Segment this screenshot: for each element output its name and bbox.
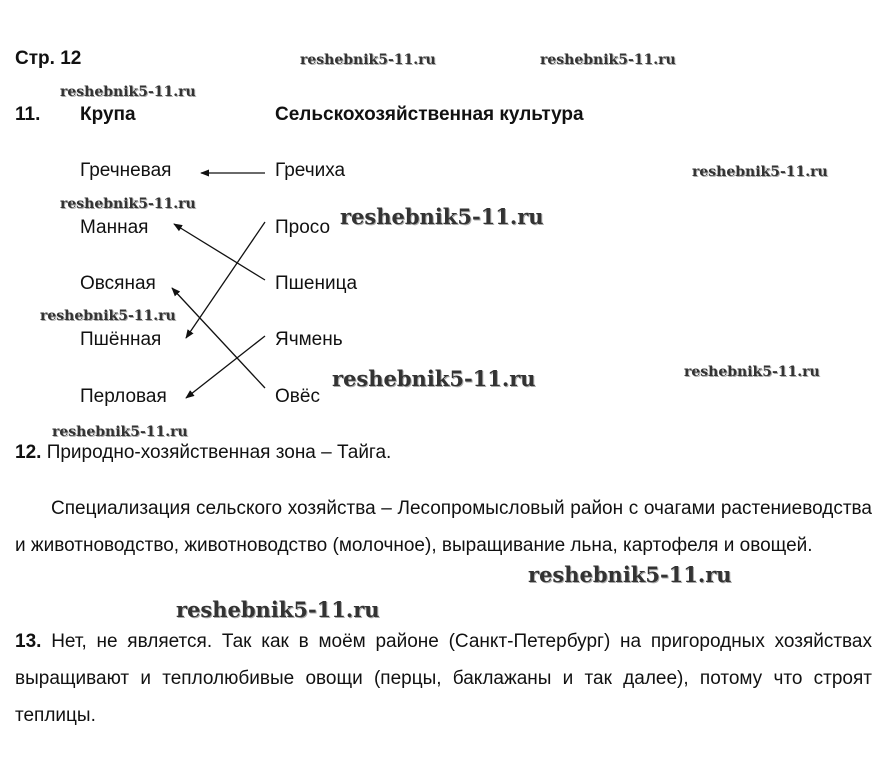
- crop-item: Пшеница: [275, 273, 358, 294]
- task13-number: 13.: [15, 631, 42, 652]
- watermark: reshebnik5-11.ru: [528, 562, 732, 587]
- task13-text: Нет, не является. Так как в моём районе (Санкт-Петербург) на пригородных хозяйствах выращивают и теплолюбивые овощи (перцы, баклажаны и так далее), потому что строят теплицы.: [15, 631, 872, 726]
- crop-item: Просо: [275, 217, 331, 238]
- groats-column-header: Крупа: [80, 104, 136, 125]
- groat-item: Манная: [80, 217, 149, 238]
- watermark: reshebnik5-11.ru: [684, 364, 820, 380]
- task12-specialization: Специализация сельского хозяйства – Лесопромысловый район с очагами растениеводства и животноводство, животноводство (молочное), выращивание льна, картофеля и овощей.: [15, 498, 872, 556]
- arrow-wheat-semolina: [174, 224, 265, 280]
- watermark: reshebnik5-11.ru: [60, 84, 196, 100]
- task11-number: 11.: [15, 104, 41, 125]
- watermark: reshebnik5-11.ru: [60, 196, 196, 212]
- task12-number: 12.: [15, 442, 42, 463]
- watermark: reshebnik5-11.ru: [40, 308, 176, 324]
- crop-item: Ячмень: [275, 329, 343, 350]
- crops-column-header: Сельскохозяйственная культура: [275, 104, 584, 125]
- task12-line: [15, 442, 391, 464]
- watermark: reshebnik5-11.ru: [332, 366, 536, 391]
- watermark: reshebnik5-11.ru: [340, 204, 544, 229]
- groat-item: Перловая: [80, 386, 167, 407]
- groat-item: Гречневая: [80, 160, 172, 181]
- groat-item: Пшённая: [80, 329, 162, 350]
- groat-item: Овсяная: [80, 273, 156, 294]
- watermark: reshebnik5-11.ru: [176, 597, 380, 622]
- watermark: reshebnik5-11.ru: [300, 52, 436, 68]
- crop-item: Гречиха: [275, 160, 346, 181]
- task13-paragraph: [15, 623, 872, 734]
- watermark: reshebnik5-11.ru: [540, 52, 676, 68]
- page-label: Стр. 12: [15, 48, 82, 69]
- crop-item: Овёс: [275, 386, 320, 407]
- watermark: reshebnik5-11.ru: [52, 424, 188, 440]
- task12-zone-text: Природно-хозяйственная зона – Тайга.: [46, 442, 392, 463]
- watermark: reshebnik5-11.ru: [692, 164, 828, 180]
